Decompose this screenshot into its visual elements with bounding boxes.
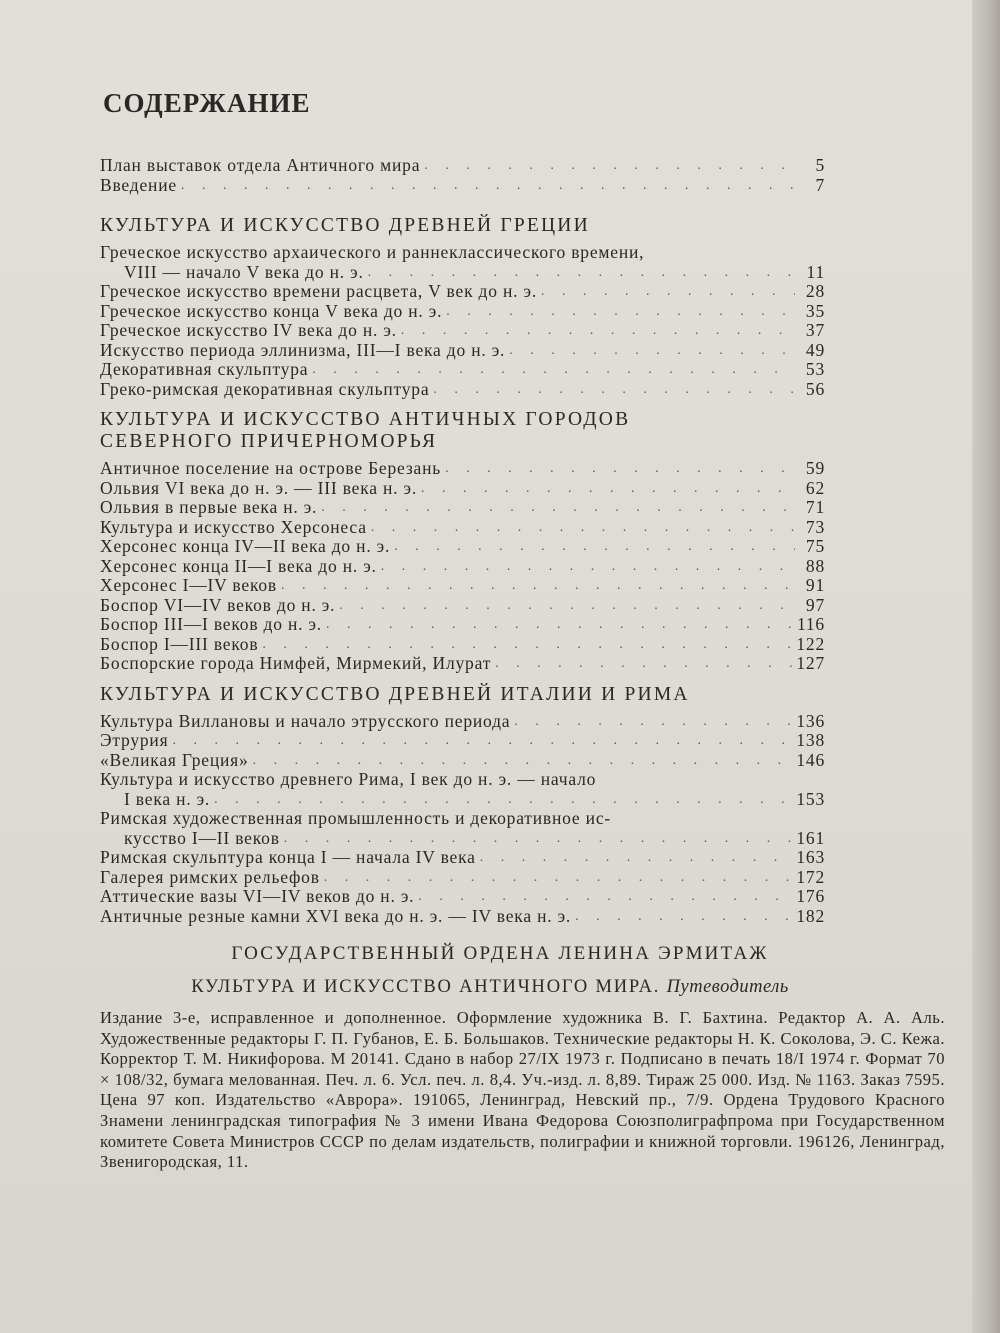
toc-entry: [100, 282, 825, 302]
page-title: СОДЕРЖАНИЕ: [103, 88, 311, 118]
toc-entry-page: 163: [796, 847, 825, 867]
toc-entry-title: Введение: [100, 174, 177, 195]
toc-entry-title: Культура и искусство Херсонеса: [100, 516, 367, 537]
toc-entry-page: 7: [815, 174, 825, 195]
toc-entry: [100, 848, 825, 868]
imprint-book-subtitle: Путеводитель: [666, 977, 789, 997]
imprint-book-title: КУЛЬТУРА И ИСКУССТВО АНТИЧНОГО МИРА.: [191, 977, 661, 997]
toc-entry-page: 71: [805, 497, 825, 517]
toc-leader-dots: [326, 615, 793, 635]
toc-leader-dots: [433, 380, 795, 400]
section-heading-greece: КУЛЬТУРА И ИСКУССТВО ДРЕВНЕЙ ГРЕЦИИ: [100, 215, 590, 236]
toc-entry-title: Культура Виллановы и начало этрусского периода: [100, 710, 511, 731]
toc-entry: [100, 263, 825, 283]
imprint-book-title-line: [100, 977, 880, 998]
toc-entry-page: 11: [806, 261, 825, 282]
toc-entry-page: 53: [805, 359, 825, 379]
toc-entry-title: Римская скульптура конца I — начала IV века: [100, 847, 476, 867]
toc-entry-title: Боспор VI—IV веков до н. э.: [100, 594, 336, 615]
toc-leader-dots: [312, 360, 795, 380]
toc-entry-page: 161: [796, 827, 825, 848]
toc-entry-lead: Культура и искусство древнего Рима, I век до н. э. — начало: [100, 769, 597, 789]
toc-leader-dots: [509, 341, 795, 361]
toc-entry: [100, 557, 825, 577]
toc-entry-title: Боспор I—III веков: [100, 633, 259, 654]
toc-entry: [100, 615, 825, 635]
toc-entry-title: Аттические вазы VI—IV веков до н. э.: [100, 886, 415, 906]
toc-entry-page: 35: [805, 300, 825, 321]
toc-entry-title: Херсонес I—IV веков: [100, 575, 277, 595]
toc-entry-page: 73: [805, 516, 825, 537]
toc-entry-page: 116: [796, 614, 825, 634]
toc-entry: [100, 751, 825, 771]
toc-entry-title: кусство I—II веков: [124, 827, 280, 848]
toc-entry-title: Декоративная скульптура: [100, 359, 309, 379]
toc-leader-dots: [514, 712, 792, 732]
toc-leader-dots: [324, 868, 793, 888]
toc-entry-page: 136: [796, 710, 825, 731]
toc-entry-page: 153: [796, 788, 825, 809]
toc-entry: [100, 176, 825, 196]
toc-entry: [100, 360, 825, 380]
toc-entry-title: Херсонес конца IV—II века до н. э.: [100, 536, 391, 556]
toc-entry-title: Греческое искусство IV века до н. э.: [100, 320, 397, 340]
toc-leader-dots: [495, 654, 792, 674]
toc-entry: [100, 380, 825, 400]
toc-entry: [100, 479, 825, 499]
toc-leader-dots: [284, 829, 793, 849]
toc-entry: [100, 156, 825, 176]
toc-leader-dots: [262, 635, 792, 655]
toc-entry-lead: Греческое искусство архаического и раннеклассического времени,: [100, 242, 645, 262]
toc-entry-page: 127: [796, 653, 825, 673]
toc-entry-title: План выставок отдела Античного мира: [100, 155, 421, 175]
toc-entry: [100, 712, 825, 732]
toc-entry-title: «Великая Греция»: [100, 749, 249, 770]
toc-leader-dots: [421, 479, 795, 499]
toc-leader-dots: [181, 176, 795, 196]
toc-entry-title: Галерея римских рельефов: [100, 866, 320, 887]
toc-leader-dots: [480, 848, 793, 868]
toc-entry-lead: Римская художественная промышленность и декоративное ис-: [100, 808, 612, 828]
toc-entry: [100, 302, 825, 322]
toc-entry-page: 59: [805, 458, 825, 478]
toc-entry: [100, 868, 825, 888]
toc-leader-dots: [381, 557, 795, 577]
toc-leader-dots: [445, 459, 795, 479]
toc-leader-dots: [401, 321, 795, 341]
toc-entry: [100, 907, 825, 927]
toc-entry-title: Ольвия в первые века н. э.: [100, 497, 318, 517]
toc-entry: [100, 790, 825, 810]
toc-entry-page: 146: [796, 749, 825, 770]
toc-entry-title: VIII — начало V века до н. э.: [124, 261, 364, 282]
toc-entry-page: 62: [805, 477, 825, 498]
toc-entry-page: 56: [805, 378, 825, 399]
toc-leader-dots: [446, 302, 795, 322]
toc-entry-page: 182: [796, 905, 825, 926]
toc-entry-title: Ольвия VI века до н. э. — III века н. э.: [100, 477, 417, 498]
page-spine-edge: [972, 0, 1000, 1333]
toc-entry-page: 49: [805, 339, 825, 360]
toc-entry: [100, 635, 825, 655]
toc-entry-page: 5: [815, 155, 825, 175]
toc-leader-dots: [394, 537, 795, 557]
table-of-contents: [100, 156, 825, 926]
toc-entry-page: 176: [796, 886, 825, 906]
toc-leader-dots: [214, 790, 792, 810]
toc-leader-dots: [575, 907, 792, 927]
imprint-details: Издание 3-е, исправленное и дополненное. Оформление художника В. Г. Бахтина. Редактор А. А. Аль. Художественные редакторы Г. П. Губанов, Е. Б. Большаков. Технические редакторы Н. К. Соколова, Э. С. Кежа. Корректор Т. М. Никифорова. М 20141. Сдано в набор 27/IX 1973 г. Подписано в печать 18/I 1974 г. Формат 70 × 108/32, бумага мелованная. Печ. л. 6. Усл. печ. л. 8,4. Уч.-изд. л. 8,89. Тираж 25 000. Изд. № 1163. Заказ 7595. Цена 97 коп. Издательство «Аврора». 191065, Ленинград, Невский пр., 7/9. Ордена Трудового Красного Знамени ленинградская типография № 3 имени Ивана Федорова Союзполиграфпрома при Государственном комитете Совета Министров СССР по делам издательств, полиграфии и книжной торговли. 196126, Ленинград, Звенигородская, 11.: [100, 1008, 945, 1172]
toc-entry-title: Античные резные камни XVI века до н. э. — IV века н. э.: [100, 905, 572, 926]
toc-entry-page: 75: [805, 536, 825, 556]
toc-entry: [100, 341, 825, 361]
toc-leader-dots: [281, 576, 795, 596]
toc-entry-page: 28: [805, 281, 825, 301]
toc-entry: [100, 321, 825, 341]
toc-entry-title: Херсонес конца II—I века до н. э.: [100, 555, 377, 576]
toc-entry: [100, 537, 825, 557]
toc-entry: [100, 498, 825, 518]
toc-leader-dots: [371, 518, 795, 538]
toc-entry-page: 138: [796, 730, 825, 750]
toc-entry-title: Этрурия: [100, 730, 169, 750]
toc-entry-page: 122: [796, 633, 825, 654]
toc-entry-title: Боспор III—I веков до н. э.: [100, 614, 322, 634]
toc-entry-title: I века н. э.: [124, 788, 211, 809]
toc-entry: [100, 596, 825, 616]
toc-leader-dots: [172, 731, 792, 751]
toc-entry-title: Античное поселение на острове Березань: [100, 458, 442, 478]
section-heading-black-sea: КУЛЬТУРА И ИСКУССТВО АНТИЧНЫХ ГОРОДОВ СЕВЕРНОГО ПРИЧЕРНОМОРЬЯ: [100, 409, 631, 452]
toc-entry-page: 172: [796, 866, 825, 887]
toc-entry-title: Искусство периода эллинизма, III—I века до н. э.: [100, 339, 506, 360]
section-heading-italy-rome: КУЛЬТУРА И ИСКУССТВО ДРЕВНЕЙ ИТАЛИИ И РИМА: [100, 683, 690, 705]
toc-leader-dots: [253, 751, 793, 771]
toc-entry-page: 37: [805, 320, 825, 340]
imprint-organization: ГОСУДАРСТВЕННЫЙ ОРДЕНА ЛЕНИНА ЭРМИТАЖ: [231, 943, 769, 964]
toc-entry: [100, 576, 825, 596]
toc-entry: [100, 654, 825, 674]
toc-leader-dots: [321, 498, 795, 518]
toc-entry: [100, 518, 825, 538]
imprint-block: [100, 943, 945, 1173]
toc-entry-title: Боспорские города Нимфей, Мирмекий, Илурат: [100, 653, 492, 673]
toc-leader-dots: [339, 596, 795, 616]
toc-entry-title: Греческое искусство конца V века до н. э.: [100, 300, 443, 321]
toc-entry: [100, 829, 825, 849]
toc-leader-dots: [541, 282, 795, 302]
toc-leader-dots: [418, 887, 792, 907]
toc-entry-title: Греко-римская декоративная скульптура: [100, 378, 430, 399]
toc-entry: [100, 887, 825, 907]
toc-entry-title: Греческое искусство времени расцвета, V век до н. э.: [100, 281, 537, 301]
toc-entry: [100, 459, 825, 479]
toc-leader-dots: [368, 263, 795, 283]
toc-entry-page: 97: [805, 594, 825, 615]
toc-leader-dots: [424, 156, 795, 176]
toc-entry: [100, 731, 825, 751]
toc-entry-page: 91: [805, 575, 825, 595]
toc-entry-page: 88: [805, 555, 825, 576]
